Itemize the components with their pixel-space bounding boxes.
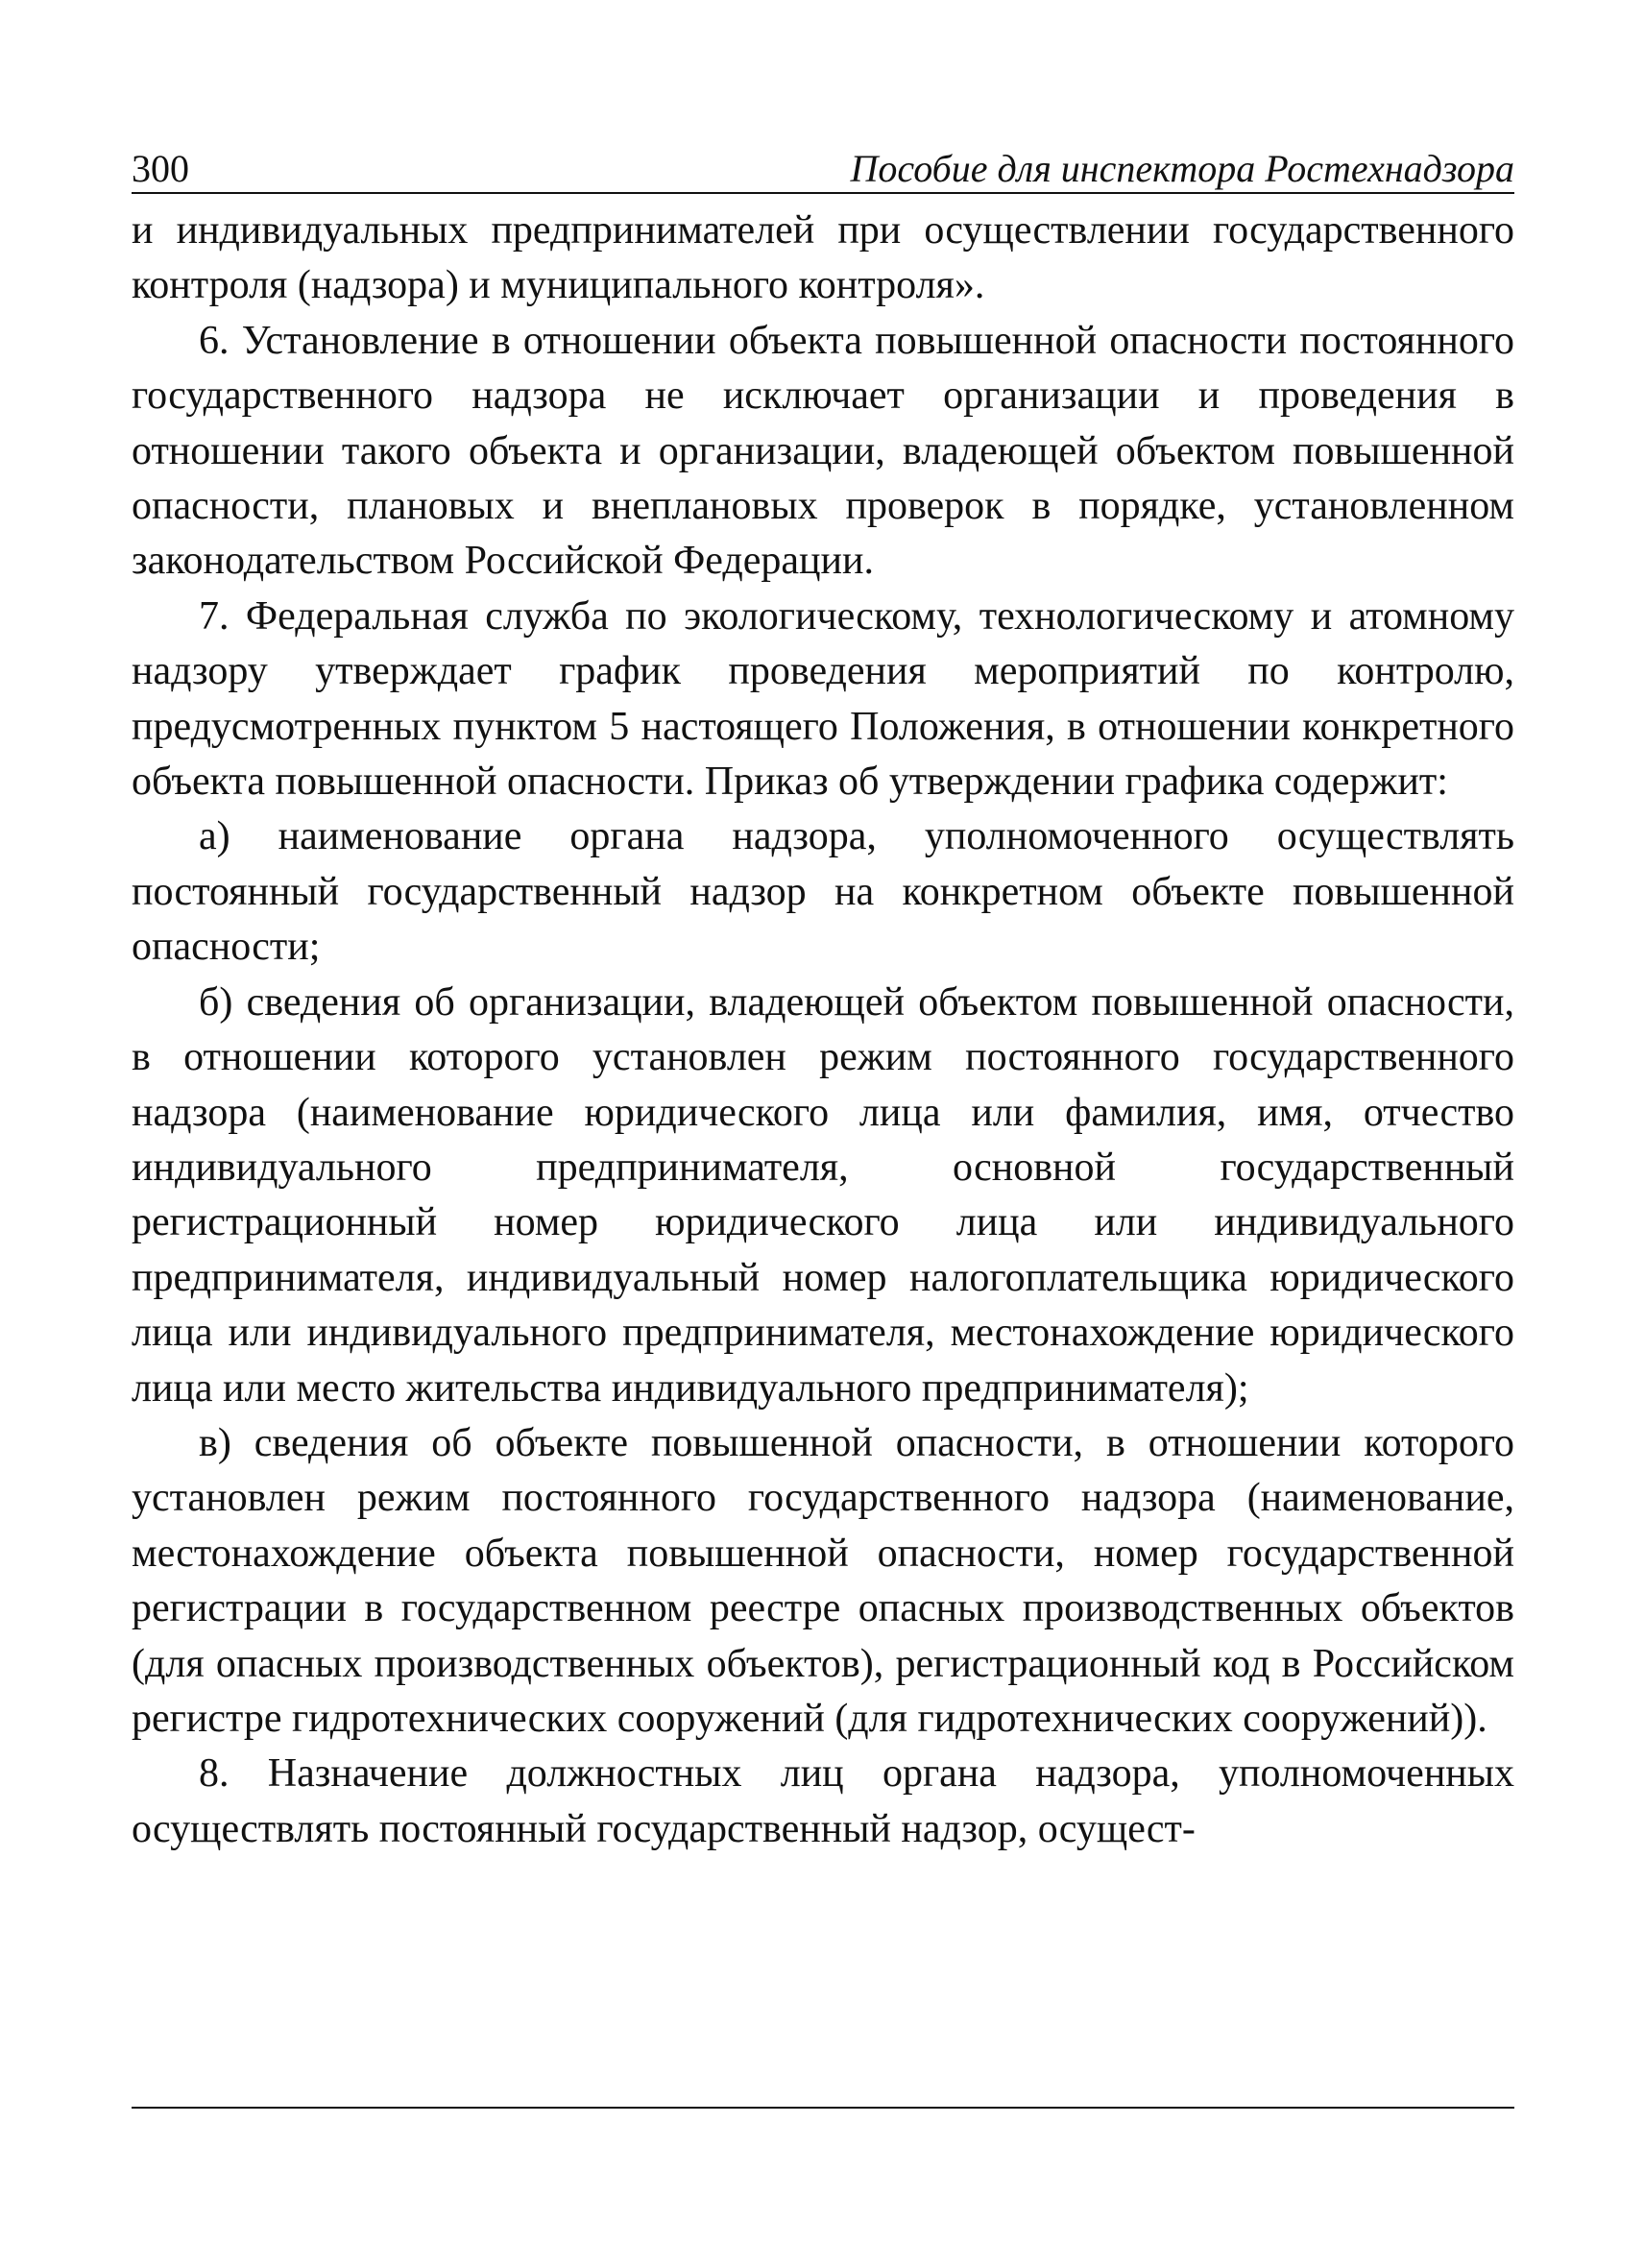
running-header — [132, 140, 1514, 194]
page-number: 300 — [132, 147, 189, 190]
paragraph-subitem-b: б) сведения об организации, владеющей объектом повышенной опасности, в отношении которого установлен режим постоянного государственного надзора (наименование юридического лица или фамилия, имя, отчество индивидуального предпринимателя, основной государственный регистрационный номер юридического лица или индивидуального предпринимателя, индивидуальный номер налогоплательщика юридического лица или индивидуального предпринимателя, местонахождение юридического лица или место жительства индивидуального предпринимателя); — [132, 979, 1514, 1411]
running-title: Пособие для инспектора Ростехнадзора — [850, 147, 1514, 190]
paragraph-subitem-v: в) сведения об объекте повышенной опасности, в отношении которого установлен режим постоянного государственного надзора (наименование, местонахождение объекта повышенной опасности, номер государственной регистрации в государственном реестре опасных производственных объектов (для опасных производственных объектов), регистрационный код в Российском регистре гидротехнических сооружений (для гидротехнических сооружений)). — [132, 1420, 1514, 1741]
paragraph-subitem-a: а) наименование органа надзора, уполномоченного осуществлять постоянный государственный надзор на конкретном объекте повышенной опасности; — [132, 814, 1514, 970]
paragraph-item-7: 7. Федеральная служба по экологическому, технологическому и атомному надзору утверждает график проведения мероприятий по контролю, предусмотренных пунктом 5 настоящего Положения, в отношении конкретного объекта повышенной опасности. Приказ об утверждении графика содержит: — [132, 593, 1514, 805]
body-text — [132, 204, 1514, 1857]
footer-rule — [132, 2107, 1514, 2109]
document-page — [132, 140, 1514, 1857]
paragraph-item-8: 8. Назначение должностных лиц органа надзора, уполномоченных осуществлять постоянный государственный надзор, осущест- — [132, 1751, 1514, 1851]
paragraph-continuation: и индивидуальных предпринимателей при осуществлении государственного контроля (надзора) и муниципального контроля». — [132, 208, 1514, 308]
paragraph-item-6: 6. Установление в отношении объекта повышенной опасности постоянного государственного надзора не исключает организации и проведения в отношении такого объекта и организации, владеющей объектом повышенной опасности, плановых и внеплановых проверок в порядке, установленном законодательством Российской Федерации. — [132, 318, 1514, 584]
